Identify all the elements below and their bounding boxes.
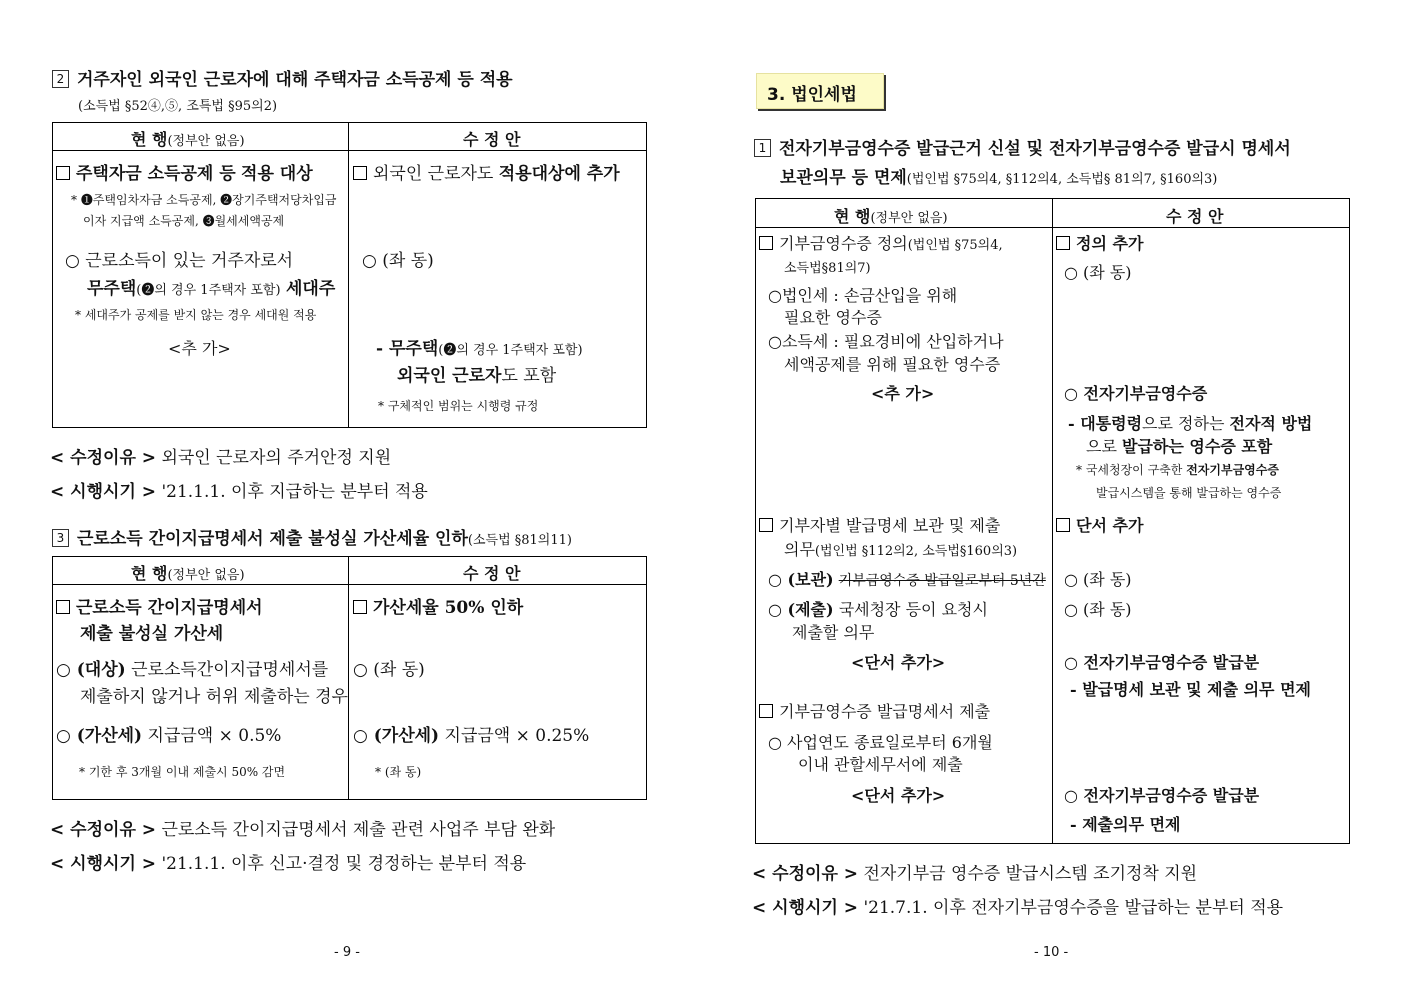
section-number: 2 — [52, 70, 69, 88]
current-item-2b: 제출하지 않거나 허위 제출하는 경우 — [80, 687, 348, 707]
section-2-ref: (소득법 §52④,⑤, 조특법 §95의2) — [78, 99, 278, 114]
revised-item-1: 가산세율 50% 인하 — [353, 593, 523, 618]
checkbox-icon — [353, 166, 367, 180]
current-item-3: ○소득세 : 필요경비에 산입하거나 — [768, 332, 1004, 351]
current-item-1: 근로소득 간이지급명세서 — [56, 593, 263, 618]
checkbox-icon — [353, 600, 367, 614]
header-revised: 수 정 안 — [463, 564, 521, 583]
add-marker: <추 가> — [168, 339, 231, 358]
revised-item-10: - 발급명세 보관 및 제출 의무 면제 — [1070, 680, 1311, 699]
revised-item-9: ○ 전자기부금영수증 발급분 — [1064, 653, 1260, 672]
header-current: 현 행(정부안 없음) — [131, 130, 245, 149]
header-revised: 수 정 안 — [463, 130, 521, 149]
checkbox-icon — [759, 704, 773, 718]
right-page — [700, 0, 1403, 992]
revised-item-4: - 대통령령으로 정하는 전자적 방법 — [1068, 414, 1313, 433]
revised-item-2: ○ (좌 동) — [353, 660, 425, 680]
current-item-2b: 무주택(❷의 경우 1주택자 포함) 세대주 — [87, 279, 336, 299]
current-item-1b: 제출 불성실 가산세 — [80, 624, 224, 644]
note-line-2: 이자 지급액 소득공제, ❸월세세액공제 — [83, 214, 285, 228]
current-item-7: 기부금영수증 발급명세서 제출 — [759, 699, 990, 722]
revised-item-1: 정의 추가 — [1056, 231, 1143, 254]
section-number: 1 — [754, 139, 771, 157]
revised-item-11: ○ 전자기부금영수증 발급분 — [1064, 786, 1260, 805]
current-item-1: 기부금영수증 정의(법인법 §75의4, — [759, 231, 1003, 254]
current-item-2: ○법인세 : 손금산입을 위해 — [768, 286, 958, 305]
current-item-3b: 세액공제를 위해 필요한 영수증 — [784, 355, 1001, 374]
header-revised: 수 정 안 — [1166, 207, 1224, 226]
add-marker: <추 가> — [871, 384, 935, 403]
reason-1: < 수정이유 > 외국인 근로자의 주거안정 지원 — [50, 448, 392, 468]
page-number: - 9 - — [334, 945, 360, 960]
revised-item-3b: 외국인 근로자도 포함 — [397, 366, 557, 386]
revised-item-2: ○ (좌 동) — [1064, 263, 1132, 282]
revised-item-7: ○ (좌 동) — [1064, 570, 1132, 589]
chapter-tag-label: 3. 법인세법 — [767, 85, 857, 105]
current-item-2: ○ (대상) 근로소득간이지급명세서를 — [56, 660, 329, 680]
note-line-3: * 세대주가 공제를 받지 않는 경우 세대원 적용 — [75, 308, 317, 322]
note-line: * 기한 후 3개월 이내 제출시 50% 감면 — [79, 765, 286, 779]
note-line: * (좌 동) — [375, 765, 422, 779]
checkbox-icon — [56, 600, 70, 614]
current-item-1: 주택자금 소득공제 등 적용 대상 — [56, 159, 313, 184]
current-item-6: ○ (제출) 국세청장 등이 요청시 — [768, 600, 988, 619]
note-line-1: * ❶주택임차자금 소득공제, ❷장기주택저당차입금 — [71, 193, 337, 207]
checkbox-icon — [759, 518, 773, 532]
current-item-6b: 제출할 의무 — [792, 623, 875, 642]
chapter-tag — [756, 73, 884, 109]
revised-item-4b: 으로 발급하는 영수증 포함 — [1086, 437, 1273, 456]
current-item-2: ○ 근로소득이 있는 거주자로서 — [65, 251, 294, 271]
add-marker-3: <단서 추가> — [851, 786, 946, 805]
revised-note-1: * 국세청장이 구축한 전자기부금영수증 — [1076, 463, 1279, 477]
add-marker-2: <단서 추가> — [851, 653, 946, 672]
effective-2: < 시행시기 > '21.1.1. 이후 신고·결정 및 경정하는 분부터 적용 — [50, 854, 527, 874]
revised-item-2: ○ (좌 동) — [362, 251, 434, 271]
revised-item-1: 외국인 근로자도 적용대상에 추가 — [353, 159, 620, 184]
comparison-table-2 — [52, 556, 647, 800]
reason-2: < 수정이유 > 근로소득 간이지급명세서 제출 관련 사업주 부담 완화 — [50, 820, 556, 840]
page-number: - 10 - — [1034, 945, 1069, 960]
comparison-table-3 — [755, 198, 1350, 844]
section-3-title: 3 근로소득 간이지급명세서 제출 불성실 가산세율 인하(소득법 §81의11) — [52, 524, 572, 549]
effective-1: < 시행시기 > '21.1.1. 이후 지급하는 분부터 적용 — [50, 482, 428, 502]
header-current: 현 행(정부안 없음) — [834, 207, 948, 226]
revised-note-1b: 발급시스템을 통해 발급하는 영수증 — [1096, 486, 1282, 500]
left-page — [0, 0, 700, 992]
current-item-5: ○ (보관) 기부금영수증 발급일로부터 5년간 — [768, 570, 1046, 589]
revised-item-3: - 무주택(❷의 경우 1주택자 포함) — [376, 339, 583, 359]
header-current: 현 행(정부안 없음) — [131, 564, 245, 583]
current-item-8b: 이내 관할세무서에 제출 — [798, 755, 963, 774]
revised-item-3: ○ (가산세) 지급금액 × 0.25% — [353, 726, 590, 746]
revised-item-12: - 제출의무 면제 — [1070, 815, 1181, 834]
revised-item-6: 단서 추가 — [1056, 513, 1143, 536]
section-number: 3 — [52, 529, 69, 547]
section-1-title-2: 보관의무 등 면제(법인법 §75의4, §112의4, 소득법§ 81의7, §160의3) — [780, 168, 1218, 188]
current-item-4b: 의무(법인법 §112의2, 소득법§160의3) — [784, 540, 1018, 559]
checkbox-icon — [759, 236, 773, 250]
revised-item-8: ○ (좌 동) — [1064, 600, 1132, 619]
current-item-1-ref: 소득법§81의7) — [784, 261, 871, 276]
section-2-title — [52, 65, 513, 90]
revised-item-3: ○ 전자기부금영수증 — [1064, 384, 1208, 403]
current-item-8: ○ 사업연도 종료일로부터 6개월 — [768, 733, 993, 752]
checkbox-icon — [1056, 518, 1070, 532]
checkbox-icon — [1056, 236, 1070, 250]
current-item-4: 기부자별 발급명세 보관 및 제출 — [759, 513, 1000, 536]
current-item-2b: 필요한 영수증 — [784, 308, 882, 327]
checkbox-icon — [56, 166, 70, 180]
section-1-title: 1 전자기부금영수증 발급근거 신설 및 전자기부금영수증 발급시 명세서 — [754, 134, 1291, 159]
reason-3: < 수정이유 > 전자기부금 영수증 발급시스템 조기정착 지원 — [752, 864, 1198, 884]
note-line-4: * 구체적인 범위는 시행령 규정 — [378, 399, 539, 413]
section-title-text: 거주자인 외국인 근로자에 대해 주택자금 소득공제 등 적용 — [77, 70, 513, 90]
comparison-table-1 — [52, 122, 647, 428]
current-item-3: ○ (가산세) 지급금액 × 0.5% — [56, 726, 282, 746]
effective-3: < 시행시기 > '21.7.1. 이후 전자기부금영수증을 발급하는 분부터 적용 — [752, 898, 1284, 918]
